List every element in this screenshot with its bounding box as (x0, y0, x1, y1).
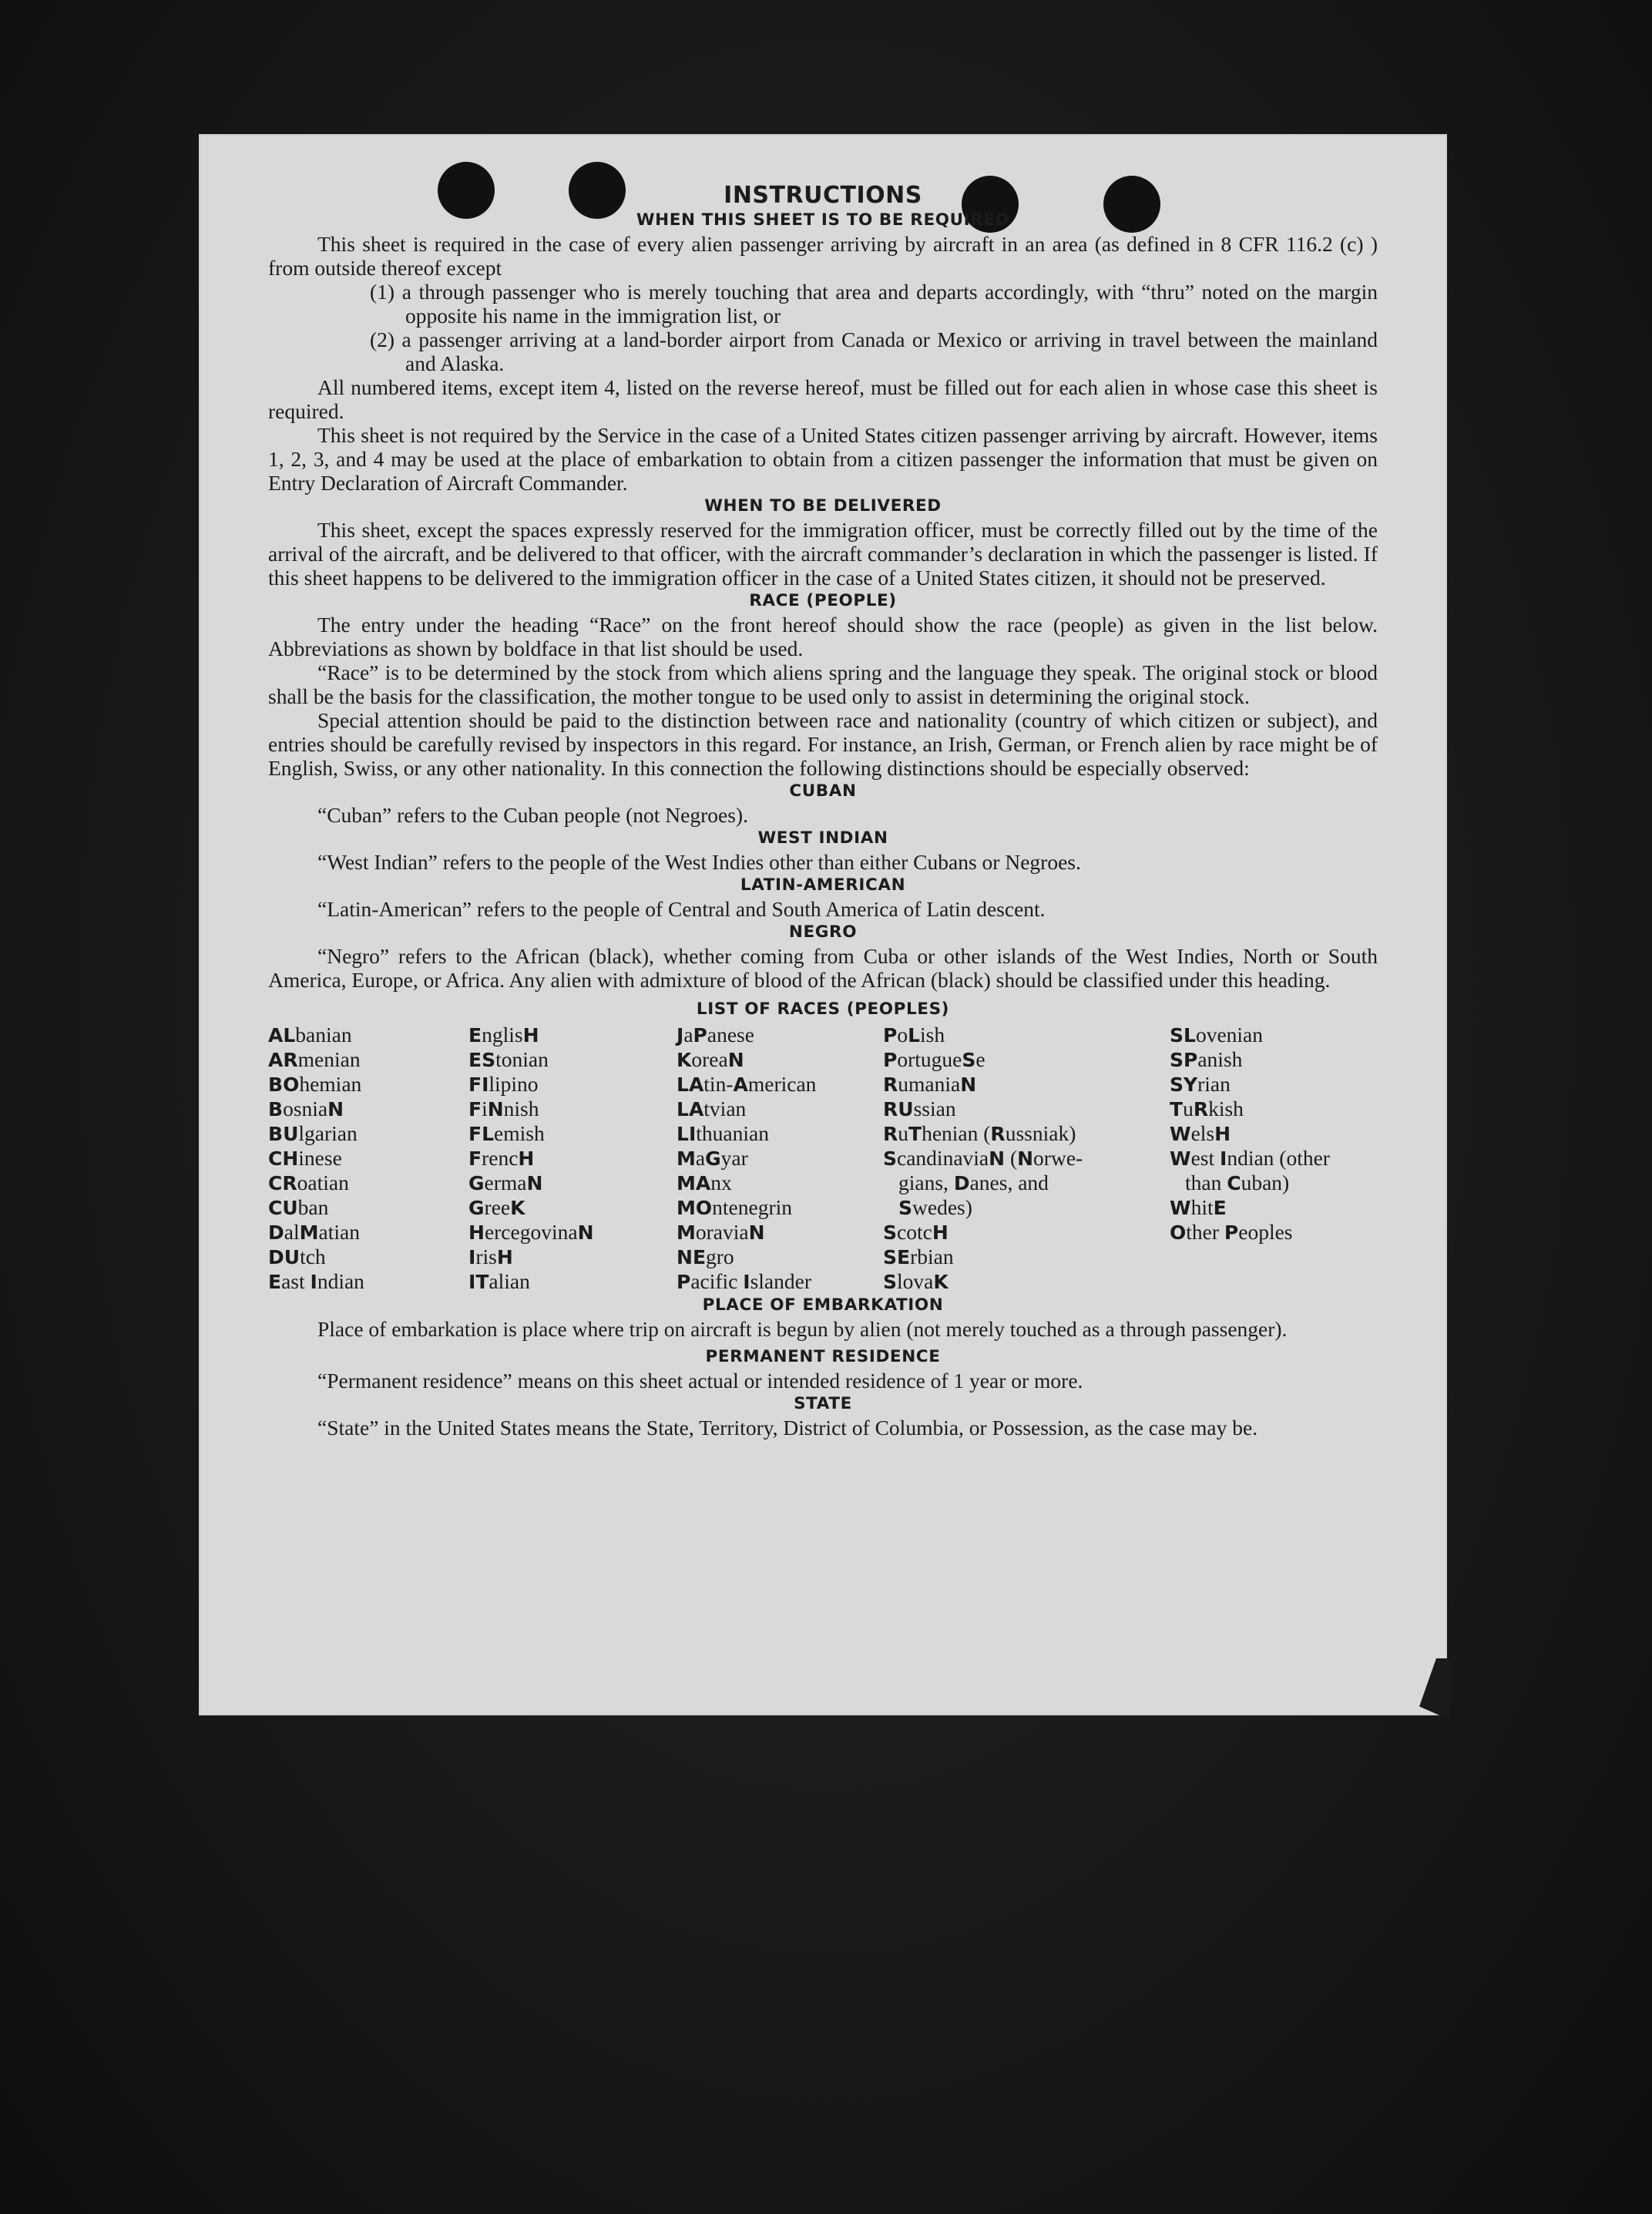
folded-corner (1419, 1658, 1450, 1720)
section-heading-cuban: CUBAN (789, 781, 857, 801)
section-heading-race: RACE (PEOPLE) (749, 591, 897, 610)
paragraph: This sheet, except the spaces expressly reserved for the immigration officer, must be correctly filled out by the time of the arrival of the aircraft, and be delivered to that officer, with the aircraft commander’s declaration in which the passenger is listed. If this sheet happens to be delivered to the immigration officer in the case of a United States citizen, it should not be preserved. (268, 518, 1378, 590)
race-entry: Other Peoples (1170, 1220, 1293, 1244)
paragraph: Place of embarkation is place where trip on aircraft is begun by alien (not merely touched as a through passenger). (317, 1317, 1288, 1341)
race-entry: IrisH (468, 1245, 513, 1268)
paragraph: All numbered items, except item 4, listed on the reverse hereof, must be filled out for each alien in whose case this sheet is required. (268, 375, 1378, 423)
race-entry: MOntenegrin (677, 1195, 793, 1219)
race-entry: ScotcH (883, 1220, 949, 1244)
race-entry: ScandinaviaN (Norwe- (883, 1146, 1083, 1170)
race-entry: SLovenian (1170, 1023, 1264, 1047)
race-entry: ITalian (468, 1269, 530, 1293)
races-column (468, 1023, 677, 1294)
paragraph: “Negro” refers to the African (black), whether coming from Cuba or other islands of the West Indies, North or South America, Europe, or Africa. Any alien with admixture of blood of the African (black) should be classified under this heading. (268, 944, 1378, 992)
race-entry: SPanish (1170, 1047, 1243, 1071)
race-entry: RumaniaN (883, 1072, 977, 1096)
paragraph: “West Indian” refers to the people of the West Indies other than either Cubans or Negroes. (317, 850, 1081, 874)
section-heading-residence: PERMANENT RESIDENCE (705, 1347, 941, 1366)
races-column (1170, 1023, 1378, 1294)
paragraph: Special attention should be paid to the distinction between race and nationality (country of which citizen or subject), and entries should be carefully revised by inspectors in this regard. For instance, an Irish, German, or French alien by race might be of English, Swiss, or any other nationality. In this connection the following distinctions should be especially observed: (268, 708, 1378, 780)
page-title: INSTRUCTIONS (724, 182, 922, 209)
paragraph: “Cuban” refers to the Cuban people (not Negroes). (317, 803, 748, 827)
paragraph: This sheet is required in the case of every alien passenger arriving by aircraft in an area (as defined in 8 CFR 116.2 (c) ) from outside thereof except (268, 232, 1378, 280)
race-entry: EnglisH (468, 1023, 539, 1047)
list-item: (1) a through passenger who is merely touching that area and departs accordingly, with “thru” noted on the margin opposite his name in the immigration list, or (370, 280, 1378, 328)
list-item: (2) a passenger arriving at a land-border airport from Canada or Mexico or arriving in travel between the mainland and Alaska. (370, 328, 1378, 375)
section-heading-latin-american: LATIN-AMERICAN (740, 875, 906, 895)
paragraph: “Latin-American” refers to the people of Central and South America of Latin descent. (317, 897, 1046, 921)
race-entry: KoreaN (677, 1047, 744, 1071)
race-entry: CUban (268, 1195, 329, 1219)
race-entry: WhitE (1170, 1195, 1227, 1219)
race-entry: than Cuban) (1185, 1171, 1290, 1194)
paragraph: “Permanent residence” means on this sheet actual or intended residence of 1 year or more. (317, 1369, 1083, 1393)
race-entry: EStonian (468, 1047, 549, 1071)
races-list (268, 1023, 1378, 1294)
race-entry: MAnx (677, 1171, 732, 1194)
race-entry: Swedes) (898, 1195, 972, 1219)
races-column (268, 1023, 468, 1294)
paragraph: The entry under the heading “Race” on the front hereof should show the race (people) as given in the list below. Abbreviations as shown by boldface in that list should be used. (268, 613, 1378, 660)
race-entry: Pacific Islander (677, 1269, 811, 1293)
race-entry: SYrian (1170, 1072, 1231, 1096)
race-entry: RuThenian (Russniak) (883, 1121, 1076, 1145)
paragraph: This sheet is not required by the Service in the case of a United States citizen passenger arriving by aircraft. However, items 1, 2, 3, and 4 may be used at the place of embarkation to obtain from a citizen passenger the information that must be given on Entry Declaration of Aircraft Commander. (268, 423, 1378, 495)
race-entry: FrencH (468, 1146, 535, 1170)
paragraph: “State” in the United States means the State, Territory, District of Columbia, or Possession, as the case may be. (317, 1416, 1258, 1440)
race-entry: CHinese (268, 1146, 342, 1170)
race-entry: gians, Danes, and (898, 1171, 1049, 1194)
section-heading-races-list: LIST OF RACES (PEOPLES) (696, 999, 950, 1019)
race-entry: LAtin-American (677, 1072, 817, 1096)
race-entry: BosniaN (268, 1097, 344, 1120)
race-entry: BOhemian (268, 1072, 362, 1096)
race-entry: West Indian (other (1170, 1146, 1330, 1170)
race-entry: GreeK (468, 1195, 525, 1219)
race-entry: MoraviaN (677, 1220, 765, 1244)
race-entry: TuRkish (1170, 1097, 1244, 1120)
race-entry: LAtvian (677, 1097, 747, 1120)
races-column (883, 1023, 1170, 1294)
section-heading-state: STATE (794, 1394, 852, 1413)
races-column (677, 1023, 883, 1294)
race-entry: ALbanian (268, 1023, 352, 1047)
section-heading-negro: NEGRO (788, 922, 858, 942)
race-entry: SErbian (883, 1245, 954, 1268)
race-entry: CRoatian (268, 1171, 349, 1194)
race-entry: GermaN (468, 1171, 543, 1194)
race-entry: WelsH (1170, 1121, 1231, 1145)
document-sheet (199, 134, 1447, 1715)
race-entry: DalMatian (268, 1220, 360, 1244)
section-heading-when-required: WHEN THIS SHEET IS TO BE REQUIRED (636, 210, 1010, 230)
race-entry: ARmenian (268, 1047, 361, 1071)
race-entry: PoLish (883, 1023, 945, 1047)
race-entry: LIthuanian (677, 1121, 769, 1145)
race-entry: FiNnish (468, 1097, 539, 1120)
race-entry: PortugueSe (883, 1047, 985, 1071)
race-entry: BUlgarian (268, 1121, 358, 1145)
instructions-content (268, 183, 1378, 1440)
race-entry: FLemish (468, 1121, 545, 1145)
section-heading-embarkation: PLACE OF EMBARKATION (702, 1295, 944, 1315)
race-entry: RUssian (883, 1097, 956, 1120)
race-entry: JaPanese (677, 1023, 754, 1047)
race-entry: SlovaK (883, 1269, 949, 1293)
race-entry: HercegovinaN (468, 1220, 594, 1244)
section-heading-west-indian: WEST INDIAN (757, 828, 888, 848)
race-entry: MaGyar (677, 1146, 748, 1170)
race-entry: FIlipino (468, 1072, 539, 1096)
race-entry: NEgro (677, 1245, 734, 1268)
race-entry: East Indian (268, 1269, 364, 1293)
race-entry: DUtch (268, 1245, 326, 1268)
section-heading-when-delivered: WHEN TO BE DELIVERED (704, 496, 942, 516)
paragraph: “Race” is to be determined by the stock from which aliens spring and the language they speak. The original stock or blood shall be the basis for the classification, the mother tongue to be used only to assist in determining the original stock. (268, 660, 1378, 708)
